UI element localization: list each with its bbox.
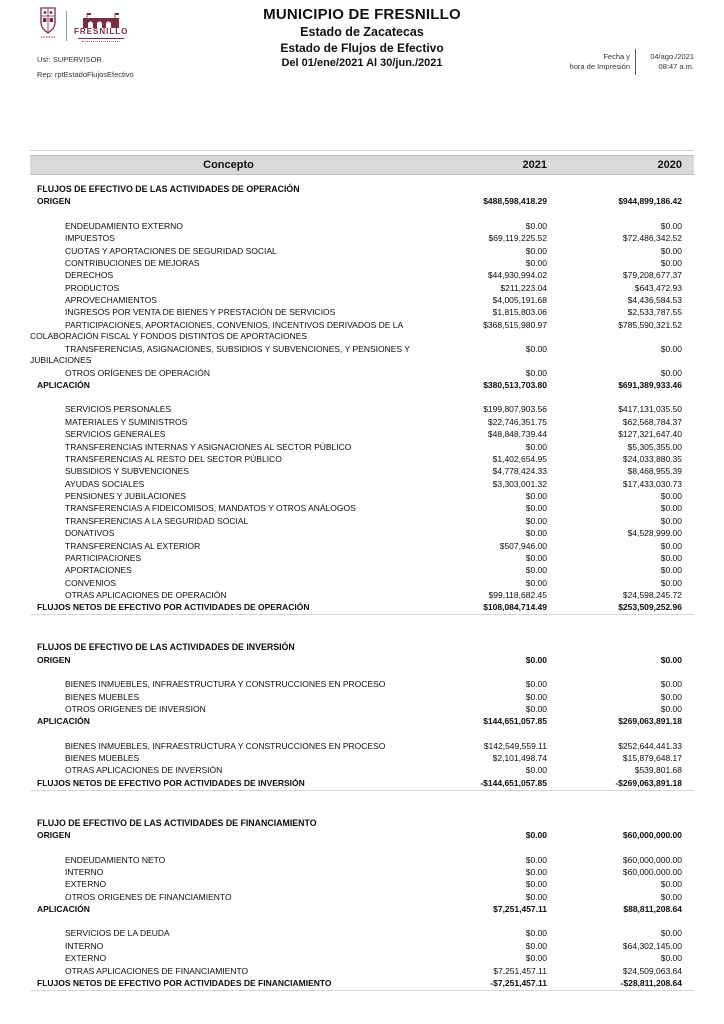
fresnillo-wordmark: FRESNILLO: [74, 26, 129, 36]
table-row: [30, 540, 694, 552]
value-2020: $0.00: [660, 879, 682, 890]
value-2021: $507,946.00: [499, 540, 547, 551]
value-2021: $0.00: [525, 552, 547, 563]
value-2020: $0.00: [660, 552, 682, 563]
table-row: [30, 879, 694, 891]
value-2020: $79,208,677.37: [622, 270, 682, 281]
value-2021: $211,223.04: [500, 282, 547, 293]
table-row: [30, 441, 694, 453]
column-header-concept: Concepto: [203, 159, 254, 171]
value-2020: $72,486,342.52: [622, 233, 682, 244]
print-time: 08:47 a.m.: [658, 62, 694, 71]
value-2021: $144,651,057.85: [483, 716, 547, 727]
value-2020: $253,509,252.96: [618, 602, 682, 613]
section-title: FLUJO DE EFECTIVO DE LAS ACTIVIDADES DE FINANCIAMIENTO: [37, 817, 317, 828]
table-row: [30, 965, 694, 977]
row-spacer: [30, 208, 694, 220]
value-2021: $0.00: [525, 953, 547, 964]
table-row: [30, 928, 694, 940]
report-name: Estado de Flujos de Efectivo: [280, 41, 444, 55]
row-label: ORIGEN: [37, 830, 71, 841]
value-2020: $0.00: [660, 515, 682, 526]
value-2021: $2,101,498.74: [492, 753, 547, 764]
row-label: OTRAS APLICACIONES DE INVERSIÓN: [65, 765, 223, 776]
row-label: BIENES INMUEBLES, INFRAESTRUCTURA Y CONSTRUCCIONES EN PROCESO: [65, 679, 386, 690]
row-label: CUOTAS Y APORTACIONES DE SEGURIDAD SOCIAL: [65, 245, 277, 256]
value-2020: $643,472.93: [634, 282, 682, 293]
row-label: PARTICIPACIONES, APORTACIONES, CONVENIOS, INCENTIVOS DERIVADOS DE LA COLABORACIÓN FISCAL Y FONDOS DISTINTOS DE APORTACIONES: [30, 319, 403, 342]
value-2020: $0.00: [660, 503, 682, 514]
page-title: MUNICIPIO DE FRESNILLO: [263, 6, 461, 23]
user-label: Usr: SUPERVISOR: [37, 55, 102, 64]
row-label: BIENES MUEBLES: [65, 753, 140, 764]
value-2021: $0.00: [525, 503, 547, 514]
table-row: [30, 416, 694, 428]
table-row: [30, 454, 694, 466]
row-label: TRANSFERENCIAS, ASIGNACIONES, SUBSIDIOS Y SUBVENCIONES, Y PENSIONES Y JUBILACIONES: [30, 343, 410, 366]
value-2021: $368,515,980.97: [483, 319, 547, 330]
table-row: [30, 679, 694, 691]
value-2020: $0.00: [660, 953, 682, 964]
table-row: [30, 854, 694, 866]
value-2020: $24,509,063.64: [622, 965, 682, 976]
value-2021: $0.00: [525, 765, 547, 776]
value-2021: $7,251,457.11: [493, 965, 547, 976]
row-label: PRODUCTOS: [65, 282, 120, 293]
value-2020: $417,131,035.50: [618, 404, 682, 415]
value-2020: $539,801.68: [634, 765, 682, 776]
value-2020: $0.00: [660, 367, 682, 378]
value-2021: -$144,651,057.85: [480, 777, 547, 788]
value-2021: $44,930,994.02: [487, 270, 547, 281]
row-label: SERVICIOS PERSONALES: [65, 404, 172, 415]
row-label: APLICACIÓN: [37, 904, 90, 915]
value-2021: $7,251,457.11: [493, 904, 547, 915]
report-body: [30, 183, 694, 991]
value-2021: $108,084,714.49: [483, 602, 547, 613]
value-2020: $0.00: [660, 679, 682, 690]
table-row: [30, 367, 694, 379]
header-rule: [30, 150, 694, 151]
table-row: [30, 867, 694, 879]
value-2021: $0.00: [525, 703, 547, 714]
row-label: APLICACIÓN: [37, 716, 90, 727]
table-row: [30, 602, 694, 615]
table-row: [30, 577, 694, 589]
value-2021: $0.00: [525, 928, 547, 939]
row-spacer: [30, 667, 694, 679]
value-2021: $1,815,803.06: [492, 307, 547, 318]
table-row: [30, 429, 694, 441]
row-label: SERVICIOS GENERALES: [65, 429, 166, 440]
value-2021: $0.00: [525, 491, 547, 502]
value-2020: $4,436,584.53: [627, 295, 682, 306]
row-spacer: [30, 916, 694, 928]
value-2020: $15,879,648.17: [622, 753, 682, 764]
value-2020: $60,000,000.00: [622, 854, 682, 865]
row-label: FLUJOS NETOS DE EFECTIVO POR ACTIVIDADES DE FINANCIAMIENTO: [37, 977, 332, 988]
value-2020: $252,644,441.33: [618, 740, 682, 751]
value-2021: $3,303,001.32: [492, 478, 547, 489]
row-label: INTERNO: [65, 866, 104, 877]
row-label: OTRAS APLICACIONES DE FINANCIAMIENTO: [65, 965, 249, 976]
column-header-2020: 2020: [657, 159, 682, 171]
table-row: [30, 753, 694, 765]
table-row: [30, 491, 694, 503]
row-label: TRANSFERENCIAS AL RESTO DEL SECTOR PÚBLICO: [65, 453, 282, 464]
row-label: SERVICIOS DE LA DEUDA: [65, 928, 170, 939]
report-id-label: Rep: rptEstadoFlujosEfectivo: [37, 70, 134, 79]
row-label: INGRESOS POR VENTA DE BIENES Y PRESTACIÓN DE SERVICIOS: [65, 307, 336, 318]
row-label: FLUJOS NETOS DE EFECTIVO POR ACTIVIDADES DE OPERACIÓN: [37, 602, 310, 613]
table-row: [30, 466, 694, 478]
row-label: ENDEUDAMIENTO NETO: [65, 854, 166, 865]
value-2021: $0.00: [525, 245, 547, 256]
value-2020: $691,389,933.46: [618, 380, 682, 391]
value-2020: $0.00: [660, 703, 682, 714]
row-label: MATERIALES Y SUMINISTROS: [65, 416, 188, 427]
value-2020: $5,305,355.00: [627, 441, 682, 452]
value-2020: $2,533,787.55: [627, 307, 682, 318]
value-2021: $0.00: [525, 830, 547, 841]
report-section: [30, 183, 694, 615]
report-header: [0, 0, 724, 150]
table-row: [30, 478, 694, 490]
value-2021: -$7,251,457.11: [490, 977, 547, 988]
print-info-label: Fecha y hora de Impresión: [569, 52, 630, 71]
print-date: 04/ago./2021: [650, 52, 694, 61]
value-2020: $60,000,000.00: [622, 830, 682, 841]
row-label: APORTACIONES: [65, 565, 132, 576]
value-2020: $0.00: [660, 565, 682, 576]
table-row: [30, 220, 694, 232]
table-row: [30, 245, 694, 257]
row-label: SUBSIDIOS Y SUBVENCIONES: [65, 466, 189, 477]
row-spacer: [30, 728, 694, 740]
value-2020: $0.00: [660, 577, 682, 588]
value-2021: $488,598,418.29: [483, 196, 547, 207]
value-2020: $4,528,999.00: [627, 528, 682, 539]
row-label: EXTERNO: [65, 879, 107, 890]
row-spacer: [30, 842, 694, 854]
row-label: TRANSFERENCIAS AL EXTERIOR: [65, 540, 201, 551]
value-2020: $0.00: [660, 245, 682, 256]
value-2020: $60,000,000.00: [622, 866, 682, 877]
value-2021: $4,778,424.33: [492, 466, 547, 477]
value-2020: $0.00: [660, 691, 682, 702]
value-2020: $785,590,321.52: [618, 319, 682, 330]
print-info: [570, 52, 694, 72]
value-2020: $88,811,208.64: [623, 904, 682, 915]
value-2021: $0.00: [525, 691, 547, 702]
row-label: OTRAS APLICACIONES DE OPERACIÓN: [65, 590, 227, 601]
value-2021: $4,005,191.68: [492, 295, 547, 306]
value-2020: $944,899,186.42: [618, 196, 682, 207]
table-row: [30, 904, 694, 916]
value-2021: $0.00: [525, 528, 547, 539]
row-label: APLICACIÓN: [37, 380, 90, 391]
row-label: CONTRIBUCIONES DE MEJORAS: [65, 257, 200, 268]
value-2021: $380,513,703.80: [483, 380, 547, 391]
value-2021: $0.00: [525, 866, 547, 877]
row-label: ENDEUDAMIENTO EXTERNO: [65, 220, 183, 231]
meta-left: [37, 52, 134, 82]
row-label: PENSIONES Y JUBILACIONES: [65, 491, 187, 502]
print-info-values: [636, 52, 694, 72]
table-row: [30, 515, 694, 527]
row-label: OTROS ORIGENES DE INVERSION: [65, 703, 206, 714]
table-row: [30, 270, 694, 282]
value-2020: $0.00: [660, 343, 682, 354]
table-row: [30, 891, 694, 903]
table-row: [30, 233, 694, 245]
value-2021: $199,807,903.56: [483, 404, 547, 415]
row-label: DERECHOS: [65, 270, 114, 281]
value-2021: $0.00: [525, 891, 547, 902]
row-spacer: [30, 392, 694, 404]
value-2021: $0.00: [525, 441, 547, 452]
value-2020: $0.00: [660, 891, 682, 902]
table-row: [30, 953, 694, 965]
value-2020: $127,321,647.40: [618, 429, 682, 440]
value-2020: -$28,811,208.64: [620, 977, 682, 988]
value-2021: $1,402,654.95: [492, 453, 547, 464]
column-header-2021: 2021: [522, 159, 547, 171]
report-section: [30, 817, 694, 991]
column-header-row: [30, 155, 694, 175]
row-label: OTROS ORIGENES DE FINANCIAMIENTO: [65, 891, 232, 902]
value-2020: $269,063,891.18: [618, 716, 682, 727]
row-label: BIENES INMUEBLES, INFRAESTRUCTURA Y CONSTRUCCIONES EN PROCESO: [65, 740, 386, 751]
row-label: ORIGEN: [37, 196, 71, 207]
table-row: [30, 765, 694, 777]
table-row: [30, 704, 694, 716]
table-row: [30, 553, 694, 565]
value-2020: $24,598,245.72: [622, 590, 682, 601]
table-row: [30, 716, 694, 728]
section-title: FLUJOS DE EFECTIVO DE LAS ACTIVIDADES DE OPERACIÓN: [37, 184, 300, 194]
state-subtitle: Estado de Zacatecas: [300, 25, 424, 39]
row-label: DONATIVOS: [65, 528, 115, 539]
value-2020: $8,468,955.39: [627, 466, 682, 477]
row-label: INTERNO: [65, 940, 104, 951]
table-row: [30, 590, 694, 602]
table-row: [30, 830, 694, 842]
row-label: BIENES MUEBLES: [65, 691, 140, 702]
row-label: FLUJOS NETOS DE EFECTIVO POR ACTIVIDADES DE INVERSIÓN: [37, 777, 305, 788]
table-row: [30, 319, 694, 343]
value-2020: $64,302,145.00: [622, 940, 682, 951]
value-2021: $99,118,682.45: [488, 590, 547, 601]
report-section: [30, 641, 694, 790]
value-2020: $0.00: [660, 540, 682, 551]
table-row: [30, 503, 694, 515]
value-2021: $0.00: [525, 654, 547, 665]
row-label: AYUDAS SOCIALES: [65, 478, 145, 489]
table-row: [30, 404, 694, 416]
table-row: [30, 740, 694, 752]
row-label: TRANSFERENCIAS A FIDEICOMISOS, MANDATOS Y OTROS ANÁLOGOS: [65, 503, 356, 514]
table-row: [30, 654, 694, 666]
table-row: [30, 343, 694, 367]
value-2020: -$269,063,891.18: [615, 777, 682, 788]
row-label: OTROS ORÍGENES DE OPERACIÓN: [65, 367, 210, 378]
value-2020: $24,033,880.35: [622, 453, 682, 464]
table-row: [30, 196, 694, 208]
value-2021: $48,848,739.44: [487, 429, 547, 440]
row-label: EXTERNO: [65, 953, 107, 964]
value-2021: $0.00: [525, 577, 547, 588]
row-label: PARTICIPACIONES: [65, 552, 142, 563]
value-2021: $0.00: [525, 257, 547, 268]
value-2021: $0.00: [525, 940, 547, 951]
value-2020: $17,433,030.73: [622, 478, 682, 489]
table-row: [30, 691, 694, 703]
value-2020: $0.00: [660, 257, 682, 268]
value-2020: $0.00: [660, 928, 682, 939]
value-2020: $0.00: [660, 654, 682, 665]
value-2021: $0.00: [525, 565, 547, 576]
table-row: [30, 777, 694, 790]
row-label: CONVENIOS: [65, 577, 117, 588]
value-2020: $0.00: [660, 491, 682, 502]
row-label: TRANSFERENCIAS INTERNAS Y ASIGNACIONES AL SECTOR PÚBLICO: [65, 441, 352, 452]
table-row: [30, 940, 694, 952]
value-2021: $22,746,351.75: [487, 416, 547, 427]
value-2021: $0.00: [525, 679, 547, 690]
table-row: [30, 258, 694, 270]
row-label: APROVECHAMIENTOS: [65, 295, 157, 306]
row-label: IMPUESTOS: [65, 233, 115, 244]
value-2020: $62,568,784.37: [622, 416, 682, 427]
table-row: [30, 565, 694, 577]
table-row: [30, 295, 694, 307]
value-2021: $142,549,559.11: [483, 740, 547, 751]
section-title: FLUJOS DE EFECTIVO DE LAS ACTIVIDADES DE INVERSIÓN: [37, 642, 295, 653]
value-2021: $0.00: [525, 367, 547, 378]
value-2021: $0.00: [525, 854, 547, 865]
table-row: [30, 528, 694, 540]
value-2021: $0.00: [525, 220, 547, 231]
value-2021: $0.00: [525, 879, 547, 890]
report-period: Del 01/ene/2021 Al 30/jun./2021: [281, 57, 443, 69]
value-2021: $69,119,225.52: [488, 233, 547, 244]
table-row: [30, 978, 694, 991]
value-2020: $0.00: [660, 220, 682, 231]
value-2021: $0.00: [525, 515, 547, 526]
table-row: [30, 282, 694, 294]
row-label: ORIGEN: [37, 654, 71, 665]
value-2021: $0.00: [525, 343, 547, 354]
row-label: TRANSFERENCIAS A LA SEGURIDAD SOCIAL: [65, 515, 249, 526]
table-row: [30, 380, 694, 392]
table-row: [30, 307, 694, 319]
